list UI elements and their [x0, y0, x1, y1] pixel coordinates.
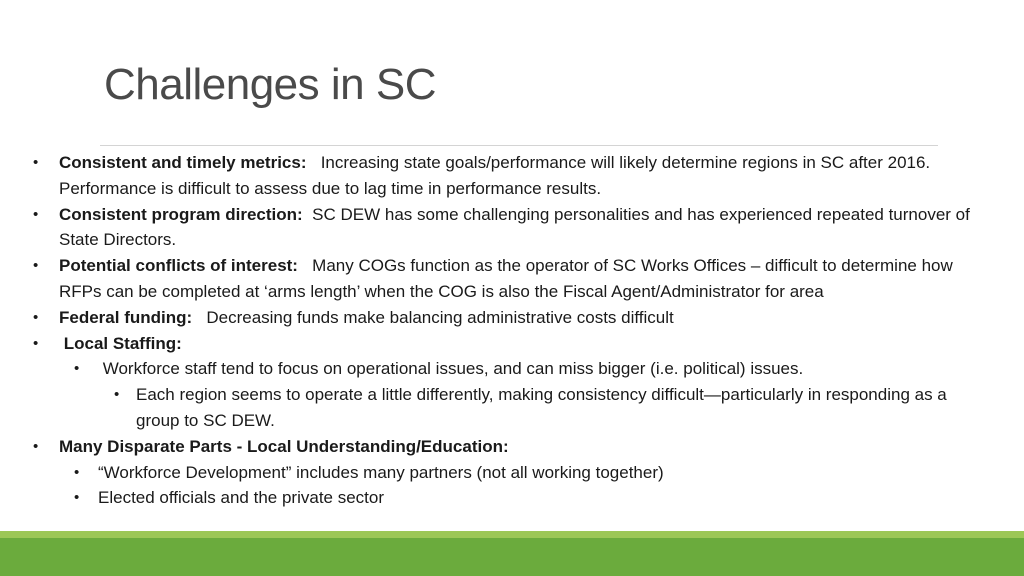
bullet-dot: •: [33, 308, 39, 326]
bullet-dot: •: [33, 205, 39, 223]
sub-sub-bullet-region-differences: [30, 382, 990, 434]
bullet-text: Many COGs function as the operator of SC Works Offices – difficult to determine how RFPs can be completed at ‘arms length’ when the COG is also the Fiscal Agent/Administrator for area: [59, 256, 953, 301]
slide-body: [30, 150, 990, 511]
bullet-consistent-metrics: [30, 150, 990, 202]
bullet-label: Federal funding:: [59, 307, 193, 327]
bullet-text: Decreasing funds make balancing administrative costs difficult: [206, 307, 674, 327]
bullet-label: Consistent program direction:: [59, 204, 303, 224]
bullet-text: “Workforce Development” includes many partners (not all working together): [98, 462, 664, 482]
bullet-local-staffing: [30, 331, 990, 357]
sub-bullet-elected-officials: [30, 485, 990, 511]
slide-title: Challenges in SC: [104, 60, 436, 109]
sub-bullet-workforce-development: [30, 460, 990, 486]
bullet-federal-funding: [30, 305, 990, 331]
footer-accent-bar: [0, 531, 1024, 538]
title-divider: [100, 145, 938, 146]
bullet-dot: •: [33, 257, 39, 275]
bullet-program-direction: [30, 202, 990, 254]
sub-bullet-workforce-staff: [30, 356, 990, 382]
bullet-label: Potential conflicts of interest:: [59, 256, 298, 276]
bullet-dot: •: [114, 386, 120, 404]
bullet-dot: •: [74, 463, 80, 481]
bullet-disparate-parts: [30, 434, 990, 460]
bullet-text: Increasing state goals/performance will likely determine regions in SC after 2016. Performance is difficult to assess due to lag time in performance results.: [59, 153, 931, 198]
bullet-text: Each region seems to operate a little differently, making consistency difficult—particularly in responding as a group to SC DEW.: [136, 385, 947, 430]
footer-bar: [0, 538, 1024, 576]
bullet-text: Workforce staff tend to focus on operational issues, and can miss bigger (i.e. political) issues.: [98, 359, 804, 379]
bullet-dot: •: [33, 154, 39, 171]
bullet-label: Local Staffing:: [59, 333, 182, 353]
bullet-label: Many Disparate Parts - Local Understanding/Education:: [59, 436, 509, 456]
bullet-label: Consistent and timely metrics:: [59, 153, 307, 172]
bullet-dot: •: [33, 334, 39, 352]
bullet-dot: •: [74, 360, 80, 378]
bullet-text: SC DEW has some challenging personalities and has experienced repeated turnover of State Directors.: [59, 204, 970, 250]
bullet-text: Elected officials and the private sector: [98, 488, 385, 508]
bullet-conflicts-of-interest: [30, 253, 990, 305]
bullet-dot: •: [33, 437, 39, 455]
bullet-dot: •: [74, 489, 80, 507]
